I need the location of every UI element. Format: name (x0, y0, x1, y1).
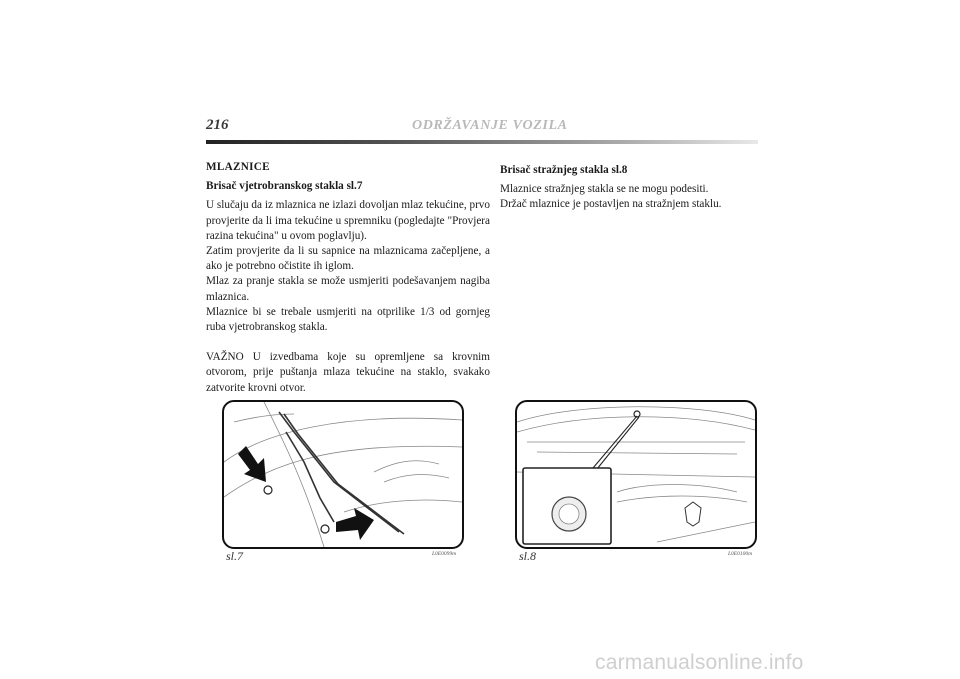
section-heading: MLAZNICE (206, 161, 270, 173)
figure-label: sl.7 (226, 549, 244, 563)
nozzle-left (264, 486, 272, 494)
paragraph: Mlaznice bi se trebale usmjeriti na otprilike 1/3 od gornjeg ruba vjetrobranskog stakla. (206, 305, 490, 334)
left-column (206, 160, 490, 396)
figure-code: L0E0099m (432, 551, 457, 557)
paragraph: Mlaz za pranje stakla se može usmjeriti podešavanjem nagiba mlaznica. (206, 275, 490, 303)
figure-code: L0E0100m (728, 551, 753, 557)
header-rule (206, 140, 758, 144)
paragraph: Mlaznice stražnjeg stakla se ne mogu podesiti. (500, 183, 709, 196)
nozzle-right (321, 525, 329, 533)
rear-window-illustration (517, 402, 755, 547)
right-column (500, 163, 758, 213)
figure-windshield-nozzles (222, 400, 464, 549)
arrow-icon (336, 508, 374, 540)
watermark: carmanualsonline.info (595, 651, 804, 674)
page-number: 216 (206, 117, 229, 133)
page-header (206, 117, 758, 139)
figure-rear-nozzle (515, 400, 757, 549)
rear-wiper-heading: Brisač stražnjeg stakla sl.8 (500, 164, 628, 176)
brand-badge-icon (685, 502, 701, 526)
paragraph: Zatim provjerite da li su sapnice na mlaznicama začepljene, a ako je potrebno očistite ih iglom. (206, 245, 490, 273)
arrow-icon (238, 446, 266, 482)
section-title: ODRŽAVANJE VOZILA (412, 118, 568, 133)
important-note: VAŽNO U izvedbama koje su opremljene sa krovnim otvorom, prije puštanja mlaza tekućine na staklo, svakako zatvorite krovni otvor. (206, 351, 490, 394)
windshield-illustration (224, 402, 462, 547)
windshield-wiper-heading: Brisač vjetrobranskog stakla sl.7 (206, 180, 363, 193)
figure-label: sl.8 (519, 549, 537, 563)
paragraph: Držač mlaznice je postavljen na stražnjem staklu. (500, 198, 722, 211)
paragraph: U slučaju da iz mlaznica ne izlazi dovoljan mlaz tekućine, prvo provjerite da li ima tekućine u spremniku (pogledajte "Provjera razina tekućina" u ovom poglavlju). (206, 199, 490, 242)
